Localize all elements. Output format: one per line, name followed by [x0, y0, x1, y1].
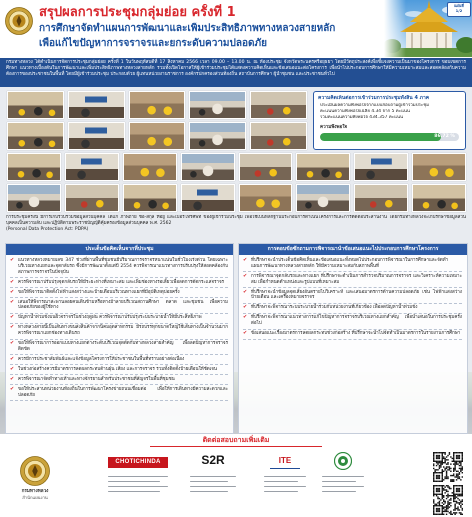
- comment-text: ขอให้พิจารณาการออกแบบทางแยกต่างระดับบริเวณจุดตัดกับทางหลวงสายสำคัญ เพื่อลดปัญหาการจราจรติดขัด: [18, 341, 228, 352]
- meeting-photo: [123, 184, 177, 212]
- contact-text-line: [190, 476, 236, 477]
- comment-text: ควรมีการประชาสัมพันธ์และแจ้งข้อมูลโครงการให้ประชาชนในพื้นที่ทราบอย่างต่อเนื่อง: [18, 356, 185, 362]
- meeting-photo: [296, 153, 350, 181]
- comment-text: การพิจารณาจุดกลับรถและทางแยก ที่ปรึกษาจะดำเนินการสำรวจปริมาณการจราจร และวิเคราะห์ความเหมาะสม เพื่อกำหนดตำแหน่งและรูปแบบที่เหมาะสม: [251, 273, 462, 285]
- check-icon: ✔: [10, 365, 15, 372]
- comment-item: [10, 341, 228, 355]
- meeting-photo: [7, 122, 64, 150]
- comment-text: เสนอให้พิจารณาสะพานลอยคนเดินข้ามหรือทางม้าลายบริเวณสถานศึกษา ตลาด และชุมชน เพื่อความปลอดภัยของผู้ใช้ทาง: [18, 299, 228, 311]
- contact-text-line: [190, 481, 228, 482]
- meeting-photo: [123, 153, 177, 181]
- consultant-logo-chotichinda: CHOTICHINDA: [108, 457, 168, 468]
- comment-text: ที่ปรึกษาจะพิจารณาแนวทางการแก้ไขปัญหาการจราจรบริเวณทางแยกสำคัญ เพื่อนำเสนอในการประชุมครั้งต่อไป: [251, 315, 462, 327]
- comment-item: [10, 290, 228, 298]
- opinions-heading: ประเด็นข้อคิดเห็นจากที่ประชุม: [6, 244, 233, 255]
- sheet-badge: [447, 2, 471, 17]
- check-icon: ✔: [10, 355, 15, 362]
- consultant-logo-s2r: S2R: [201, 453, 225, 467]
- meeting-photo: [189, 122, 246, 150]
- meeting-photo: [68, 91, 125, 119]
- consultant-logo-ite: ITE: [270, 454, 300, 469]
- meeting-photo: [412, 184, 466, 212]
- contact-divider: [150, 446, 322, 447]
- contact-text-line: [322, 481, 356, 482]
- qr-code-icon[interactable]: [432, 452, 464, 482]
- meeting-photo: [239, 184, 293, 212]
- privacy-act: (Personal Data Protection Act: PDPA): [6, 227, 89, 232]
- comment-item: [10, 367, 228, 375]
- contact-text-line: [264, 486, 306, 487]
- check-icon: ✔: [243, 257, 248, 263]
- contact-text-line: [264, 476, 306, 477]
- contact-text-line: [322, 491, 356, 492]
- meeting-photo: [354, 153, 408, 181]
- comment-text: ที่ปรึกษาจะนำข้อมูลจุดเสี่ยงอันตรายไปวิเคราะห์ และเสนอมาตรการด้านความปลอดภัย เช่น ไฟฟ้าแสงสว่าง ป้ายเตือน และเครื่องหมายจราจร: [251, 289, 462, 301]
- header: [0, 0, 472, 58]
- meeting-photo: [68, 122, 125, 150]
- comment-item: [10, 387, 228, 401]
- comment-item: [243, 331, 462, 339]
- comment-text: แนวทางหลวงหมายเลข 347 ช่วงที่ผ่านพื้นที่ชุมชนมีปริมาณการจราจรหนาแน่นในชั่วโมงเร่งด่วน โดยเฉพาะบริเวณทางแยกและจุดกลับรถ ซึ่งมีการพัฒนาตั้งแต่ปี 2554 ควรพิจารณาแนวทางการปรับปรุงให้สอดคล้องกับสภาพการจราจรในปัจจุบัน: [18, 258, 228, 275]
- contact-heading: ติดต่อสอบถามเพิ่มเติม: [202, 436, 270, 444]
- comment-item: [10, 258, 228, 278]
- responses-list: [239, 256, 467, 433]
- satisfaction-line: รวมคะแนนความพึงพอใจ 434.357 คะแนน: [320, 115, 403, 120]
- sheet-number: 1/2: [455, 8, 463, 13]
- responses-heading: การตอบข้อซักถามการพิจารณานำข้อเสนอแนะไปประกอบการศึกษาโครงการ: [239, 244, 467, 255]
- comment-item: [10, 325, 228, 339]
- contact-text-line: [264, 481, 298, 482]
- comment-item: [10, 377, 228, 385]
- comment-text: ขอให้พิจารณาติดตั้งไฟฟ้าแสงสว่างและป้ายเตือนบริเวณทางแยกที่มีอุบัติเหตุบ่อยครั้ง: [18, 289, 180, 295]
- check-icon: ✔: [10, 385, 15, 392]
- check-icon: ✔: [10, 375, 15, 382]
- comment-item: [243, 290, 462, 304]
- comment-text: ข้อเสนอแนะเรื่องมาตรการลดผลกระทบช่วงก่อสร้าง ที่ปรึกษาจะนำไปจัดทำเป็นมาตรการในรายงานการศึกษา: [251, 331, 461, 337]
- check-icon: ✔: [10, 298, 15, 305]
- comment-text: ที่ปรึกษาจะนำประเด็นข้อคิดเห็นและข้อเสนอแนะทั้งหมดไปประกอบการพิจารณาในการศึกษาและจัดทำแผนการพัฒนาทางหลวงสายหลัก ให้มีความเหมาะสมกับสภาพพื้นที่: [251, 258, 449, 269]
- meeting-photo: [65, 153, 119, 181]
- meeting-photo: [129, 91, 186, 119]
- meeting-photo: [239, 153, 293, 181]
- comment-text: ควรพิจารณาปรับปรุงจุดกลับรถให้มีระยะห่างที่เหมาะสม และเพิ่มช่องทางรอเลี้ยวเพื่อลดการตัดกระแสจราจร: [18, 279, 225, 285]
- page-subtitle-1: การศึกษาจัดทำแผนการพัฒนาและเพิ่มประสิทธิภาพทางหลวงสายหลัก: [39, 23, 336, 34]
- privacy-text: การประชุมครั้งนี้ มีการเก็บรวบรวมข้อมูลส่วนบุคคล ได้แก่ ภาพถ่าย ชื่อ-สกุล ที่อยู่ และเบอร์โทรศัพท์ ของผู้เข้าร่วมประชุม เพื่อใช้เป็นหลักฐานประกอบการดำเนินโครงการและการติดต่อประสานงาน โดยกรมทางหลวงจะเก็บรักษาข้อมูลส่วนบุคคลเป็นความลับ และปฏิบัติตามพระราชบัญญัติคุ้มครองข้อมูลส่วนบุคคล พ.ศ. 2562: [6, 215, 466, 226]
- meeting-photo: [7, 184, 61, 212]
- comment-item: [10, 300, 228, 314]
- satisfaction-bar-fill: [320, 133, 441, 141]
- privacy-note: [6, 215, 466, 241]
- check-icon: ✔: [10, 288, 15, 295]
- satisfaction-box: [313, 91, 466, 150]
- check-icon: ✔: [243, 288, 248, 295]
- comment-text: ขอให้ประสานหน่วยงานท้องถิ่นในการพัฒนาโครงข่ายถนนเชื่อมต่อ เพื่อให้การเดินทางมีความสะดวกและปลอดภัย: [18, 386, 228, 398]
- check-icon: ✔: [243, 272, 248, 279]
- contact-text-line: [190, 491, 228, 492]
- satisfaction-line: ประเมินผลความพึงพอใจจากแบบสอบถามผู้เข้าร่วมประชุม: [320, 103, 430, 108]
- satisfaction-line: คะแนนความพึงพอใจเฉลี่ย 4.34 จาก 5 คะแนน: [320, 109, 410, 114]
- meeting-photo: [296, 184, 350, 212]
- comment-item: [243, 305, 462, 313]
- department-unit: สำนักแผนงาน: [22, 495, 48, 500]
- meeting-photo: [181, 184, 235, 212]
- satisfaction-title: ความคิดเห็นต่อการเข้าร่วมการประชุมทั้งสิ้น 4 ภาค: [318, 95, 430, 101]
- check-icon: ✔: [10, 257, 15, 263]
- check-icon: ✔: [10, 278, 15, 285]
- department-emblem-icon: [5, 7, 33, 35]
- hero-fade: [384, 0, 406, 57]
- responses-panel: [238, 243, 468, 434]
- satisfaction-label: ความพึงพอใจ: [320, 125, 348, 130]
- intro-paragraph: กรมทางหลวง ได้ดำเนินการจัดการประชุมกลุ่มย่อย ครั้งที่ 1 ในวันพฤหัสบดีที่ 17 สิงหาคม 2566 เวลา 09.00 – 13.00 น. ณ ห้องประชุม จังหวัดพระนครศรีอยุธยา โดยมีวัตถุประสงค์เพื่อชี้แจงความเป็นมาของโครงการ ขอบเขตการศึกษา แนวทางเบื้องต้นในการพัฒนาและเพิ่มประสิทธิภาพทางหลวงสายหลัก รวมทั้งเปิดโอกาสให้ผู้เข้าร่วมประชุมได้แสดงความคิดเห็นและข้อเสนอแนะต่อโครงการ เพื่อนำไปประกอบการศึกษาให้มีความเหมาะสมและสอดคล้องกับความต้องการของประชาชนในพื้นที่ โดยมีผู้เข้าร่วมประชุม ประกอบด้วย ผู้แทนหน่วยงานราชการ องค์กรปกครองส่วนท้องถิ่น สถาบันการศึกษา ผู้นำชุมชน และประชาชนทั่วไป: [0, 58, 472, 87]
- meeting-photo: [65, 184, 119, 212]
- check-icon: ✔: [10, 314, 15, 321]
- check-icon: ✔: [243, 304, 248, 311]
- meeting-photo: [181, 153, 235, 181]
- page-title: สรุปผลการประชุมกลุ่มย่อย ครั้งที่ 1: [39, 5, 236, 20]
- meeting-photo: [354, 184, 408, 212]
- contact-text-line: [108, 481, 160, 482]
- department-logo-icon: [20, 456, 50, 486]
- comment-text: ทางหลวงสายนี้เป็นเส้นทางขนส่งสินค้าจากนิคมอุตสาหกรรม มีรถบรรทุกขนาดใหญ่ใช้เส้นทางเป็นจำนวนมาก ควรพิจารณาแยกช่องทางเดินรถ: [18, 325, 228, 337]
- page-subtitle-2: เพื่อแก้ไขปัญหาการจราจรและยกระดับความปลอดภัย: [39, 38, 267, 49]
- comment-text: ในช่วงก่อสร้างควรมีมาตรการลดผลกระทบด้านฝุ่น เสียง และการจราจร รวมทั้งติดตั้งป้ายเตือนให้ชัดเจน: [18, 366, 217, 372]
- sheet-label: แผ่นที่: [454, 3, 464, 8]
- contact-text-line: [108, 486, 168, 487]
- comment-item: [10, 280, 228, 288]
- opinions-panel: [5, 243, 234, 434]
- meeting-photo: [129, 122, 186, 150]
- meeting-photo: [412, 153, 466, 181]
- comment-text: ที่ปรึกษาจะพิจารณาระบบระบายน้ำร่วมกับหน่วยงานที่เกี่ยวข้อง เพื่อลดปัญหาน้ำท่วมขัง: [251, 305, 418, 311]
- contact-footer: [0, 434, 472, 517]
- contact-text-line: [108, 476, 168, 477]
- comment-text: ปัญหาน้ำท่วมขังบนผิวจราจรในช่วงฤดูฝน ควรพิจารณาปรับปรุงระบบระบายน้ำให้มีประสิทธิภาพ: [18, 315, 202, 321]
- contact-text-line: [322, 486, 364, 487]
- meeting-photo: [7, 153, 61, 181]
- department-name: กรมทางหลวง: [21, 489, 49, 494]
- comment-item: [243, 315, 462, 329]
- contact-text-line: [108, 491, 160, 492]
- meeting-photo: [7, 91, 64, 119]
- check-icon: ✔: [10, 324, 15, 331]
- satisfaction-value: 86.72 %: [434, 134, 455, 139]
- meeting-photo: [250, 122, 307, 150]
- contact-text-line: [190, 486, 236, 487]
- comment-item: [10, 357, 228, 365]
- meeting-photo: [250, 91, 307, 119]
- comment-item: [243, 274, 462, 288]
- qr-code-icon[interactable]: [432, 485, 464, 515]
- meeting-photo: [189, 91, 246, 119]
- contact-text-line: [264, 491, 298, 492]
- check-icon: ✔: [243, 330, 248, 337]
- comment-item: [10, 315, 228, 323]
- opinions-list: [6, 256, 233, 433]
- check-icon: ✔: [10, 340, 15, 347]
- check-icon: ✔: [243, 314, 248, 321]
- consultant-logo-circle-icon: [334, 452, 352, 470]
- comment-text: ควรพิจารณาจัดทำทางเท้าและทางจักรยานสำหรับประชาชนที่สัญจรในพื้นที่ชุมชน: [18, 376, 175, 382]
- comment-item: [243, 258, 462, 272]
- satisfaction-bar: [320, 133, 459, 141]
- contact-text-line: [322, 476, 364, 477]
